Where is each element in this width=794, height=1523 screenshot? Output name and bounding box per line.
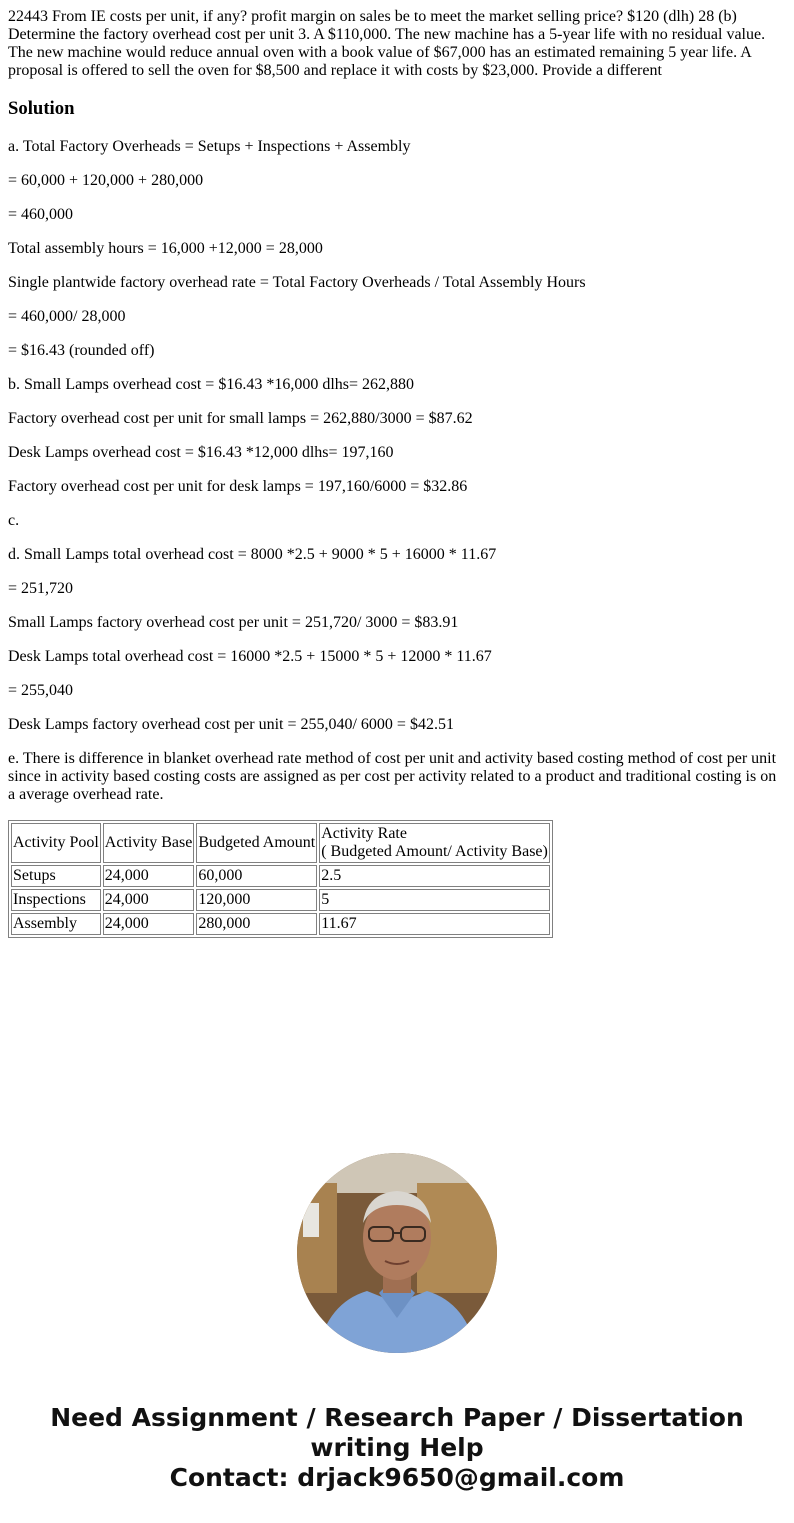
table-header-cell: Activity Base xyxy=(103,823,195,863)
table-header-row xyxy=(11,823,550,863)
solution-line: Factory overhead cost per unit for desk lamps = 197,160/6000 = $32.86 xyxy=(8,478,468,495)
solution-line: = 60,000 + 120,000 + 280,000 xyxy=(8,172,204,189)
solution-line: Desk Lamps overhead cost = $16.43 *12,000 dlhs= 197,160 xyxy=(8,444,394,461)
table-cell: 280,000 xyxy=(196,913,317,935)
activity-rate-formula: ( Budgeted Amount/ Activity Base) xyxy=(321,843,548,860)
activity-rate-label: Activity Rate xyxy=(321,825,407,842)
table-cell: 11.67 xyxy=(319,913,550,935)
promo-line: writing Help xyxy=(310,1433,484,1462)
table-cell: 5 xyxy=(319,889,550,911)
table-cell: 24,000 xyxy=(103,865,195,887)
avatar-carved-panel-left xyxy=(297,1183,337,1293)
table-cell: Assembly xyxy=(11,913,101,935)
avatar-illustration xyxy=(297,1153,497,1353)
table-cell: 2.5 xyxy=(319,865,550,887)
table-header-cell: Activity Pool xyxy=(11,823,101,863)
promo-line: Need Assignment / Research Paper / Dissertation xyxy=(50,1403,744,1432)
solution-line: e. There is difference in blanket overhead rate method of cost per unit and activity based costing method of cost per unit since in activity based costing costs are assigned as per cost per activity related to a product and traditional costing is on a average overhead rate. xyxy=(8,750,777,803)
table-row xyxy=(11,889,550,911)
solution-line: d. Small Lamps total overhead cost = 8000 *2.5 + 9000 * 5 + 16000 * 11.67 xyxy=(8,546,497,563)
solution-line: Small Lamps factory overhead cost per unit = 251,720/ 3000 = $83.91 xyxy=(8,614,459,631)
avatar-switchboard xyxy=(303,1203,319,1237)
table-header-cell: Budgeted Amount xyxy=(196,823,317,863)
solution-line: c. xyxy=(8,512,20,529)
table-cell: 120,000 xyxy=(196,889,317,911)
table-cell: Inspections xyxy=(11,889,101,911)
solution-line: Desk Lamps factory overhead cost per unit = 255,040/ 6000 = $42.51 xyxy=(8,716,454,733)
solution-line: Desk Lamps total overhead cost = 16000 *2.5 + 15000 * 5 + 12000 * 11.67 xyxy=(8,648,492,665)
table-row xyxy=(11,913,550,935)
table-cell: 24,000 xyxy=(103,889,195,911)
solution-line: Total assembly hours = 16,000 +12,000 = 28,000 xyxy=(8,240,323,257)
solution-line: Single plantwide factory overhead rate = Total Factory Overheads / Total Assembly Hours xyxy=(8,274,586,291)
table-row xyxy=(11,865,550,887)
table-cell: 24,000 xyxy=(103,913,195,935)
table-header-cell xyxy=(319,823,550,863)
promo-banner xyxy=(0,1403,794,1493)
table-cell: 60,000 xyxy=(196,865,317,887)
activity-rate-table xyxy=(8,820,553,938)
promo-contact: Contact: drjack9650@gmail.com xyxy=(169,1463,625,1492)
solution-heading: Solution xyxy=(8,98,75,119)
solution-line: = 460,000/ 28,000 xyxy=(8,308,126,325)
solution-line: = 460,000 xyxy=(8,206,74,223)
solution-line: a. Total Factory Overheads = Setups + Inspections + Assembly xyxy=(8,138,411,155)
solution-line: = $16.43 (rounded off) xyxy=(8,342,155,359)
solution-line: b. Small Lamps overhead cost = $16.43 *16,000 dlhs= 262,880 xyxy=(8,376,415,393)
solution-line: = 251,720 xyxy=(8,580,74,597)
solution-line: = 255,040 xyxy=(8,682,74,699)
question-text: 22443 From IE costs per unit, if any? profit margin on sales be to meet the market selling price? $120 (dlh) 28 (b) Determine the factory overhead cost per unit 3. A $110,000. The new machine has a 5-year life with no residual value. The new machine would reduce annual oven with a book value of $67,000 has an estimated remaining 5 year life. A proposal is offered to sell the oven for $8,500 and replace it with costs by $23,000. Provide a different xyxy=(8,8,766,79)
table-cell: Setups xyxy=(11,865,101,887)
solution-line: Factory overhead cost per unit for small lamps = 262,880/3000 = $87.62 xyxy=(8,410,473,427)
tutor-avatar xyxy=(297,1153,497,1353)
